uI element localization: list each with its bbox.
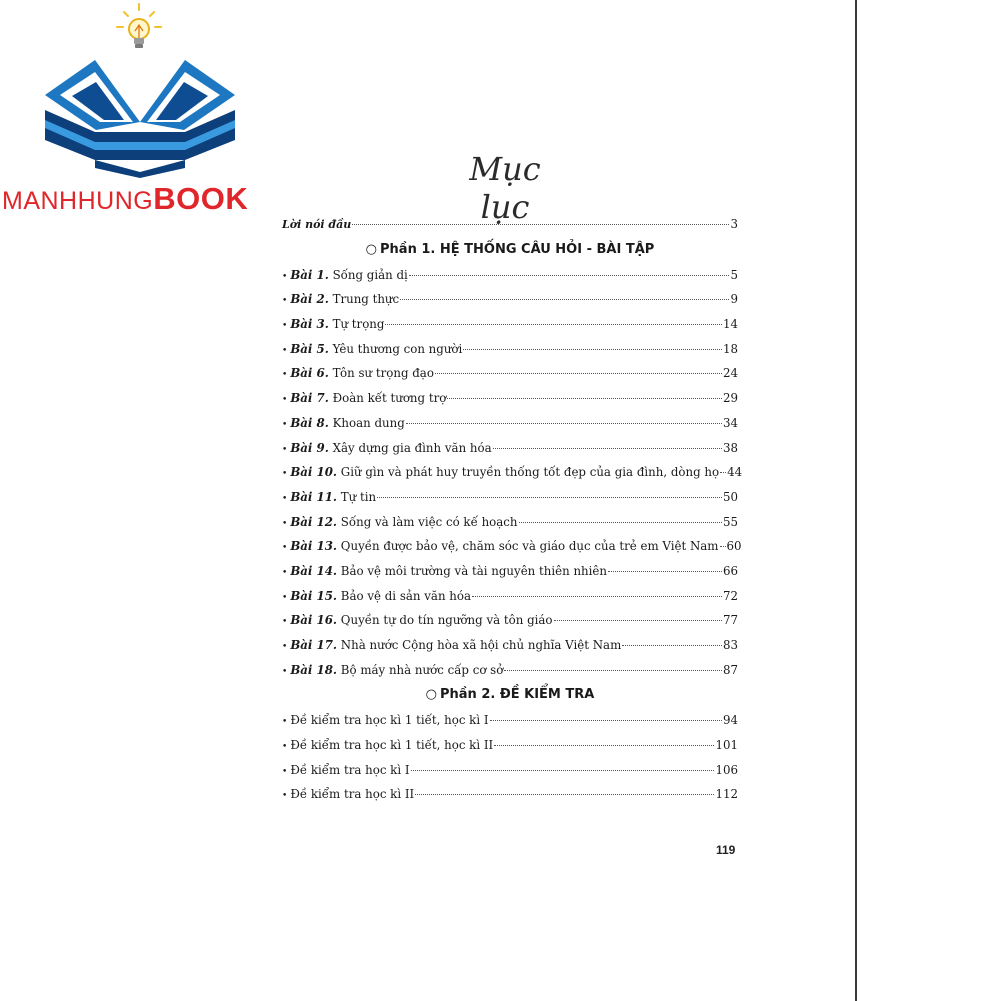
toc-entry[interactable]	[282, 534, 742, 559]
toc-part-title: Phần 1. HỆ THỐNG CÂU HỎI - BÀI TẬP	[380, 241, 655, 257]
toc-entry-number: Bài 15.	[290, 588, 338, 603]
open-book-lightbulb-icon	[0, 0, 300, 180]
toc-entry-number: Bài 11.	[290, 489, 338, 504]
toc-title: Mục lục	[469, 150, 541, 226]
toc-page-number: 44	[727, 465, 743, 480]
toc-page-number: 9	[730, 292, 738, 307]
toc-entry-number: Bài 10.	[290, 465, 338, 480]
leader-dots	[352, 223, 729, 225]
bullet-icon: •	[282, 592, 288, 603]
bullet-icon: •	[282, 345, 288, 356]
brand-wordmark	[2, 181, 248, 217]
toc-page-number: 3	[730, 217, 738, 231]
toc-entry-title: Sống và làm việc có kế hoạch	[340, 514, 518, 529]
toc-page-number: 18	[722, 341, 738, 356]
bullet-icon: •	[282, 543, 288, 554]
toc-entry-title: Sống giản dị	[332, 267, 408, 282]
toc-entry-title: Yêu thương con người	[332, 341, 463, 356]
toc-part-heading	[282, 682, 738, 708]
toc-entry-title: Tôn sư trọng đạo	[332, 366, 434, 381]
toc-entry-number: Bài 13.	[290, 539, 338, 554]
toc-page-number: 14	[722, 317, 738, 332]
leader-dots	[411, 769, 715, 771]
toc-page-number: 87	[722, 662, 738, 677]
bullet-icon: •	[282, 271, 288, 282]
toc-part-heading	[282, 237, 738, 263]
bullet-icon: •	[282, 493, 288, 504]
leader-dots	[400, 298, 729, 300]
bullet-icon: •	[282, 518, 288, 529]
leader-dots	[472, 595, 722, 597]
toc-entry-number: Bài 9.	[290, 440, 329, 455]
circle-icon: ○	[425, 687, 437, 703]
toc-entry-title: Khoan dung	[332, 415, 405, 430]
toc-page-number: 55	[722, 514, 738, 529]
toc-entry[interactable]	[282, 436, 738, 461]
toc-page-number: 106	[715, 762, 738, 777]
bullet-icon: •	[282, 766, 288, 777]
toc-entry[interactable]	[282, 361, 738, 386]
bullet-icon: •	[282, 370, 288, 381]
leader-dots	[720, 545, 726, 547]
toc-entry-number: Bài 18.	[290, 662, 338, 677]
toc-entry-title: Đề kiểm tra học kì II	[290, 787, 415, 802]
bullet-icon: •	[282, 617, 288, 628]
page-number: 119	[716, 843, 736, 857]
toc-page-number: 77	[722, 613, 738, 628]
bullet-icon: •	[282, 419, 288, 430]
toc-page-number: 38	[722, 440, 738, 455]
toc-page-number: 5	[730, 267, 738, 282]
toc-entry[interactable]	[282, 584, 738, 609]
toc-entry-number: Bài 7.	[290, 391, 329, 406]
bullet-icon: •	[282, 296, 288, 307]
toc-entry-number: Bài 8.	[290, 415, 329, 430]
toc-entry[interactable]	[282, 287, 738, 312]
leader-dots	[554, 619, 722, 621]
bullet-icon: •	[282, 791, 288, 802]
toc-entry[interactable]	[282, 460, 743, 485]
toc-entry-title: Bảo vệ môi trường và tài nguyên thiên nhiên	[340, 563, 608, 578]
toc-entry-title: Giữ gìn và phát huy truyền thống tốt đẹp của gia đình, dòng họ	[340, 465, 720, 480]
toc-entry-title: Nhà nước Cộng hòa xã hội chủ nghĩa Việt Nam	[340, 638, 622, 652]
circle-icon: ○	[365, 241, 378, 257]
toc-entry-number: Bài 5.	[290, 341, 329, 356]
leader-dots	[504, 669, 722, 671]
toc-page-number: 50	[722, 489, 738, 504]
toc-entry-title: Xây dựng gia đình văn hóa	[332, 440, 492, 455]
toc-entry-number: Bài 16.	[290, 613, 338, 628]
toc-entry-number: Bài 3.	[290, 317, 329, 332]
toc-entry[interactable]	[282, 485, 738, 510]
bullet-icon: •	[282, 666, 288, 677]
toc-entry[interactable]	[282, 411, 738, 436]
toc-entry[interactable]	[282, 758, 738, 783]
toc-entry-title: Đề kiểm tra học kì I	[290, 762, 410, 777]
bullet-icon: •	[282, 469, 288, 480]
toc-entry-number: Bài 2.	[290, 292, 329, 307]
toc-entry-number: Bài 12.	[290, 514, 338, 529]
toc-part-title: Phần 2. ĐỀ KIỂM TRA	[440, 687, 595, 703]
toc-intro-label: Lời nói đầu	[282, 218, 352, 231]
bullet-icon: •	[282, 321, 288, 332]
bullet-icon: •	[282, 444, 288, 455]
toc-page-number: 101	[715, 738, 738, 753]
toc-entry-title: Đề kiểm tra học kì 1 tiết, học kì II	[290, 738, 494, 753]
toc-entry-title: Tự trọng	[332, 317, 385, 332]
toc-entry[interactable]	[282, 782, 738, 807]
brand-name-part2: BOOK	[153, 181, 249, 216]
leader-dots	[720, 471, 726, 473]
toc-intro-row[interactable]	[282, 212, 738, 237]
leader-dots	[415, 793, 714, 795]
leader-dots	[622, 644, 722, 646]
toc-entry-title: Bộ máy nhà nước cấp cơ sở	[340, 662, 504, 677]
toc-page-number: 72	[722, 588, 738, 603]
toc-entry[interactable]	[282, 708, 738, 733]
toc-page-number: 60	[726, 539, 742, 554]
bullet-icon: •	[282, 642, 288, 652]
toc-page-number: 112	[715, 787, 738, 802]
leader-dots	[377, 496, 722, 498]
toc-entry-title: Quyền tự do tín ngưỡng và tôn giáo	[340, 613, 553, 628]
toc-entry[interactable]	[282, 312, 738, 337]
toc-entry-number: Bài 1.	[290, 267, 329, 282]
brand-name-part1: MANHHUNG	[2, 187, 154, 215]
toc-entry[interactable]	[282, 658, 738, 683]
leader-dots	[406, 422, 722, 424]
toc-entry[interactable]	[282, 608, 738, 633]
toc-page-number: 94	[722, 713, 738, 728]
toc-page-number: 24	[722, 366, 738, 381]
toc-entry-title: Tự tin	[340, 489, 377, 504]
leader-dots	[409, 274, 730, 276]
toc-entry-title: Đoàn kết tương trợ	[332, 391, 447, 406]
toc-entry[interactable]	[282, 386, 738, 411]
toc-entry[interactable]	[282, 337, 738, 362]
page-edge-divider	[855, 0, 857, 1001]
table-of-contents	[282, 212, 743, 807]
brand-logo	[0, 0, 300, 220]
toc-page-number: 29	[722, 391, 738, 406]
leader-dots	[519, 521, 722, 523]
leader-dots	[490, 719, 722, 721]
toc-entry[interactable]	[282, 733, 738, 758]
leader-dots	[463, 348, 722, 350]
leader-dots	[385, 323, 722, 325]
bullet-icon: •	[282, 742, 288, 753]
bullet-icon: •	[282, 567, 288, 578]
leader-dots	[435, 372, 722, 374]
leader-dots	[494, 744, 714, 746]
toc-entry[interactable]	[282, 510, 738, 535]
toc-entry-title: Đề kiểm tra học kì 1 tiết, học kì I	[290, 713, 489, 728]
toc-page-number: 66	[722, 563, 738, 578]
bullet-icon: •	[282, 717, 288, 728]
toc-entry-number: Bài 17.	[290, 638, 338, 652]
toc-entry-title: Quyền được bảo vệ, chăm sóc và giáo dục của trẻ em Việt Nam	[340, 539, 719, 554]
toc-page-number: 83	[722, 638, 738, 652]
toc-entry[interactable]	[282, 559, 738, 584]
bullet-icon: •	[282, 395, 288, 406]
toc-entry[interactable]	[282, 633, 738, 658]
toc-entry-title: Trung thực	[332, 292, 400, 307]
toc-entry-number: Bài 6.	[290, 366, 329, 381]
toc-page-number: 34	[722, 415, 738, 430]
leader-dots	[447, 397, 722, 399]
toc-entry-title: Bảo vệ di sản văn hóa	[340, 588, 472, 603]
leader-dots	[608, 570, 722, 572]
leader-dots	[493, 447, 722, 449]
toc-entry-number: Bài 14.	[290, 563, 338, 578]
toc-entry[interactable]	[282, 263, 738, 288]
